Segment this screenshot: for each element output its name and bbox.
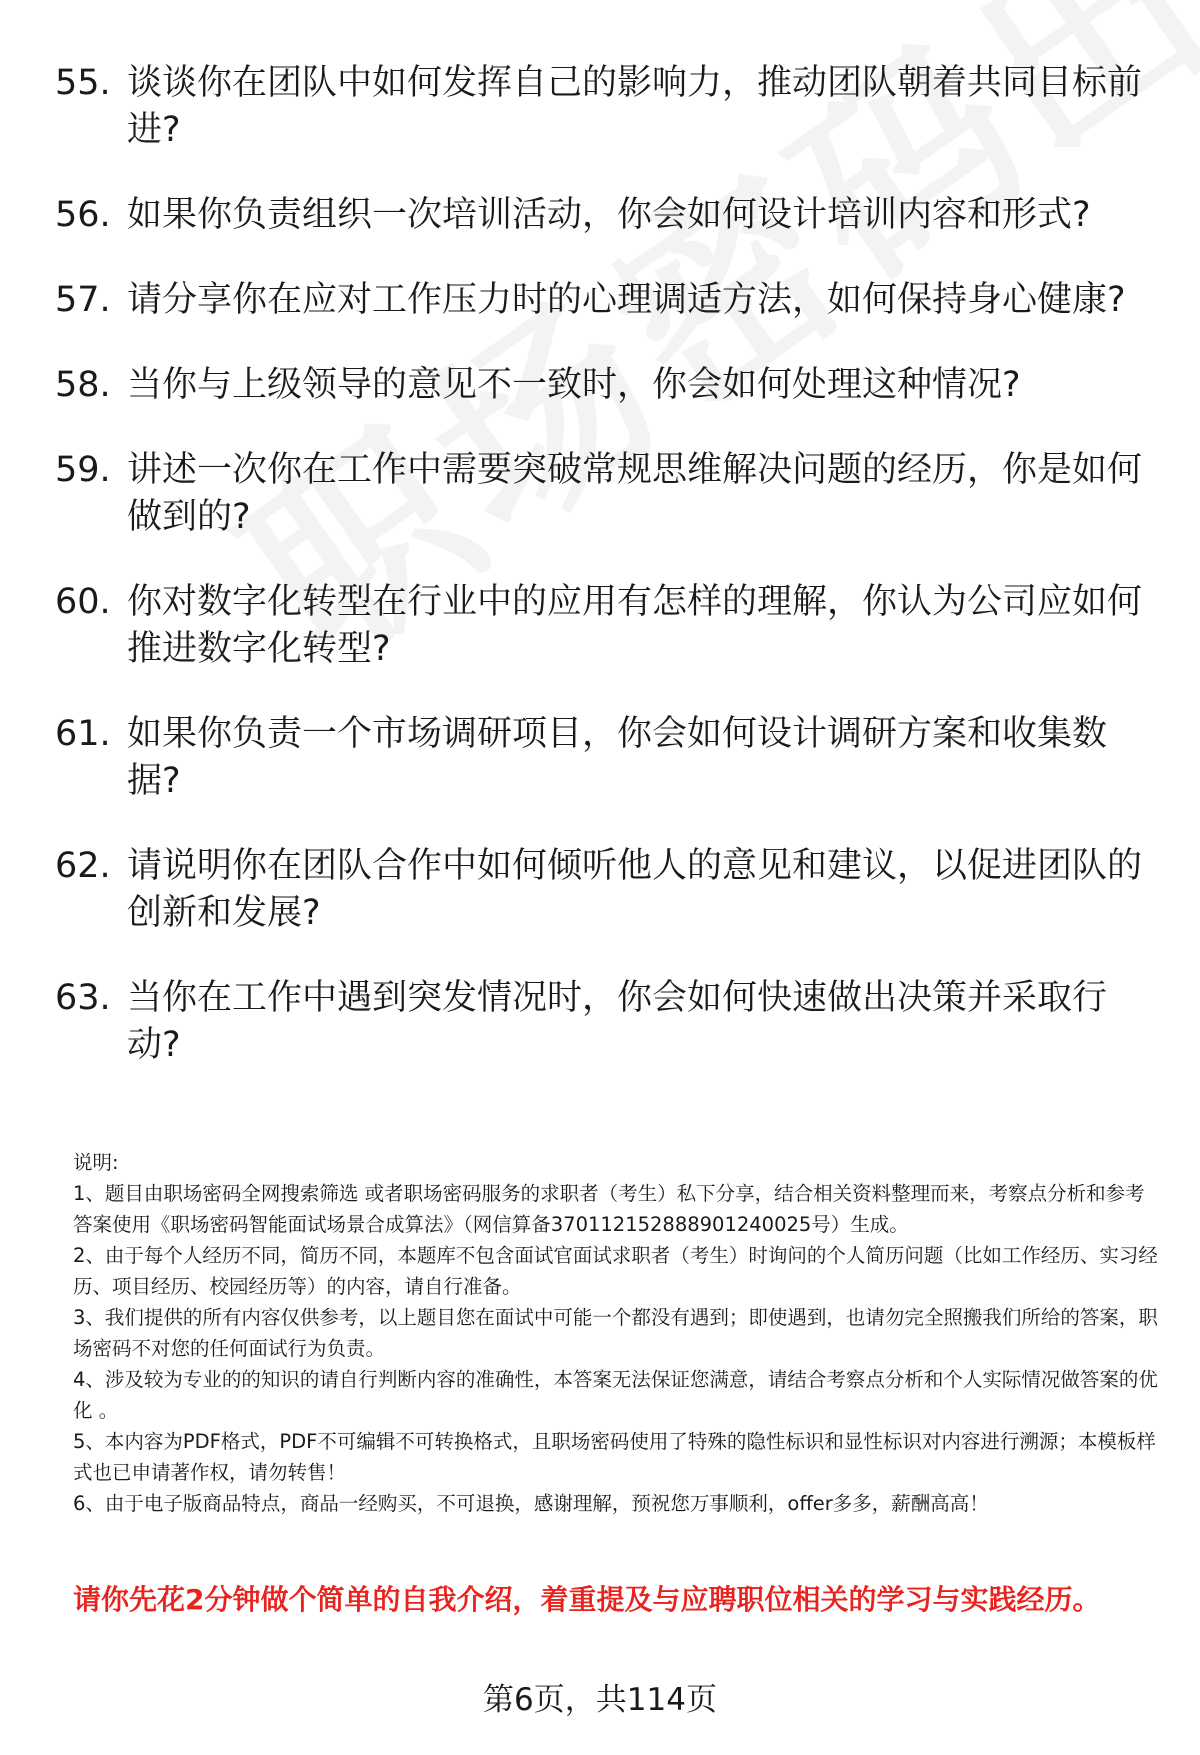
notes-section <box>73 1147 1163 1519</box>
question-text: 谈谈你在团队中如何发挥自己的影响力，推动团队朝着共同目标前进? <box>127 63 1143 150</box>
question-text: 如果你负责一个市场调研项目，你会如何设计调研方案和收集数据? <box>127 714 1108 801</box>
question-list <box>55 60 1155 1107</box>
note-item: 5、本内容为PDF格式，PDF不可编辑不可转换格式，且职场密码使用了特殊的隐性标识和显性标识对内容进行溯源；本模板样式也已申请著作权，请勿转售！ <box>73 1430 1156 1484</box>
question-number: 58. <box>55 365 111 405</box>
note-item: 6、由于电子版商品特点，商品一经购买，不可退换，感谢理解，预祝您万事顺利，offer多多，薪酬高高！ <box>73 1492 989 1515</box>
question-number: 61. <box>55 714 111 754</box>
question-number: 55. <box>55 63 111 103</box>
question-number: 63. <box>55 978 111 1018</box>
question-number: 62. <box>55 846 111 886</box>
question-number: 59. <box>55 450 111 490</box>
question-text: 如果你负责组织一次培训活动，你会如何设计培训内容和形式? <box>127 195 1091 235</box>
question-item <box>55 362 1155 409</box>
question-item <box>55 843 1155 937</box>
note-item: 4、涉及较为专业的的知识的请自行判断内容的准确性，本答案无法保证您满意，请结合考察点分析和个人实际情况做答案的优化 。 <box>73 1368 1158 1422</box>
question-text: 当你在工作中遇到突发情况时，你会如何快速做出决策并采取行动? <box>127 978 1108 1065</box>
question-text: 当你与上级领导的意见不一致时，你会如何处理这种情况? <box>127 365 1021 405</box>
question-item <box>55 447 1155 541</box>
note-item: 1、题目由职场密码全网搜索筛选 或者职场密码服务的求职者（考生）私下分享，结合相关资料整理而来，考察点分析和参考答案使用《职场密码智能面试场景合成算法》（网信算备370112152888901240025号）生成。 <box>73 1182 1145 1236</box>
question-item <box>55 60 1155 154</box>
question-item <box>55 975 1155 1069</box>
question-item <box>55 277 1155 324</box>
question-text: 你对数字化转型在行业中的应用有怎样的理解，你认为公司应如何推进数字化转型? <box>127 582 1143 669</box>
question-text: 请分享你在应对工作压力时的心理调适方法，如何保持身心健康? <box>127 280 1126 320</box>
self-intro-prompt: 请你先花2分钟做个简单的自我介绍，着重提及与应聘职位相关的学习与实践经历。 <box>73 1583 1101 1616</box>
question-item <box>55 711 1155 805</box>
page-number: 第6页，共114页 <box>483 1682 717 1718</box>
question-number: 57. <box>55 280 111 320</box>
question-number: 56. <box>55 195 111 235</box>
question-number: 60. <box>55 582 111 622</box>
note-item: 3、我们提供的所有内容仅供参考，以上题目您在面试中可能一个都没有遇到；即使遇到，也请勿完全照搬我们所给的答案，职场密码不对您的任何面试行为负责。 <box>73 1306 1158 1360</box>
question-text: 请说明你在团队合作中如何倾听他人的意见和建议，以促进团队的创新和发展? <box>127 846 1143 933</box>
question-item <box>55 192 1155 239</box>
note-item: 2、由于每个人经历不同，简历不同，本题库不包含面试官面试求职者（考生）时询问的个人简历问题（比如工作经历、实习经历、项目经历、校园经历等）的内容，请自行准备。 <box>73 1244 1158 1298</box>
question-text: 讲述一次你在工作中需要突破常规思维解决问题的经历，你是如何做到的? <box>127 450 1143 537</box>
notes-heading: 说明: <box>73 1151 119 1174</box>
question-item <box>55 579 1155 673</box>
